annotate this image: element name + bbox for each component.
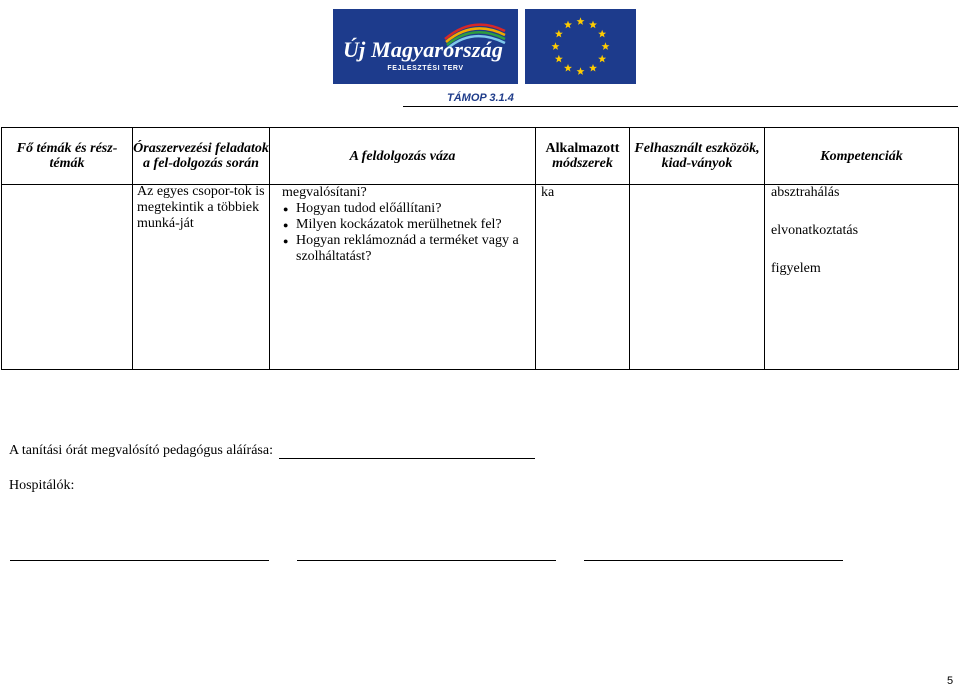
cell-tools bbox=[630, 185, 765, 370]
bullet-icon: ● bbox=[283, 236, 289, 246]
eu-star-icon bbox=[564, 64, 572, 72]
list-item: ● Hogyan tudod előállítani? bbox=[283, 201, 442, 216]
eu-star-icon bbox=[577, 17, 585, 25]
eu-star-icon bbox=[589, 21, 597, 29]
bullet-icon: ● bbox=[283, 220, 289, 230]
outline-bullet-list bbox=[283, 201, 535, 265]
logo-subtitle: FEJLESZTÉSI TERV bbox=[387, 65, 464, 72]
competence-item: figyelem bbox=[771, 261, 821, 276]
header-methods-line1: Alkalmazott bbox=[545, 141, 620, 156]
header-outline: A feldolgozás váza bbox=[270, 128, 536, 185]
competence-item: elvonatkoztatás bbox=[771, 223, 859, 238]
observers-label: Hospitálók: bbox=[9, 478, 75, 493]
competence-item: absztrahálás bbox=[771, 185, 840, 200]
signature-label: A tanítási órát megvalósító pedagógus aláírása: bbox=[9, 443, 273, 458]
cell-organization bbox=[133, 185, 270, 370]
bullet-icon: ● bbox=[283, 204, 289, 214]
header-tools: Felhasznált eszközök, kiad-ványok bbox=[630, 128, 765, 185]
page-number: 5 bbox=[947, 675, 954, 687]
eu-star-icon bbox=[602, 42, 610, 50]
signature-line bbox=[9, 443, 535, 459]
list-item: ● Hogyan reklámoznád a terméket vagy a szolháltatást? bbox=[283, 233, 519, 264]
eu-star-icon bbox=[552, 42, 560, 50]
header-methods-line2: módszerek bbox=[552, 156, 613, 171]
methods-text: ka bbox=[541, 185, 555, 200]
observer-signature-blank bbox=[297, 560, 556, 561]
eu-star-icon bbox=[564, 21, 572, 29]
lesson-plan-table bbox=[1, 127, 959, 370]
signature-blank bbox=[279, 444, 535, 459]
cell-competences bbox=[765, 185, 959, 370]
header-competences: Kompetenciák bbox=[765, 128, 959, 185]
observer-signature-blank bbox=[584, 560, 843, 561]
uj-magyarorszag-logo bbox=[333, 9, 518, 84]
eu-star-icon bbox=[577, 67, 585, 75]
program-code: TÁMOP 3.1.4 bbox=[447, 92, 514, 104]
header-topics: Fő témák és rész-témák bbox=[2, 128, 133, 185]
outline-continuation: megvalósítani? bbox=[282, 185, 367, 200]
cell-outline bbox=[270, 185, 536, 370]
eu-star-icon bbox=[555, 55, 563, 63]
header-methods bbox=[536, 128, 630, 185]
eu-star-icon bbox=[598, 55, 606, 63]
cell-methods bbox=[536, 185, 630, 370]
eu-star-icon bbox=[555, 30, 563, 38]
eu-flag-logo bbox=[525, 9, 636, 84]
table-row bbox=[2, 185, 959, 370]
list-item: ● Milyen kockázatok merülhetnek fel? bbox=[283, 217, 502, 232]
eu-star-icon bbox=[589, 64, 597, 72]
eu-stars-icon bbox=[525, 9, 636, 84]
table-header-row bbox=[2, 128, 959, 185]
eu-star-icon bbox=[598, 30, 606, 38]
organization-text: Az egyes csopor-tok is megtekintik a többiek munká-ját bbox=[137, 184, 265, 231]
header-organization: Óraszervezési feladatok a fel-dolgozás során bbox=[133, 128, 270, 185]
cell-topics bbox=[2, 185, 133, 370]
header-divider bbox=[403, 106, 958, 107]
logo-title: Új Magyarország bbox=[343, 37, 504, 62]
observer-signature-blank bbox=[10, 560, 269, 561]
